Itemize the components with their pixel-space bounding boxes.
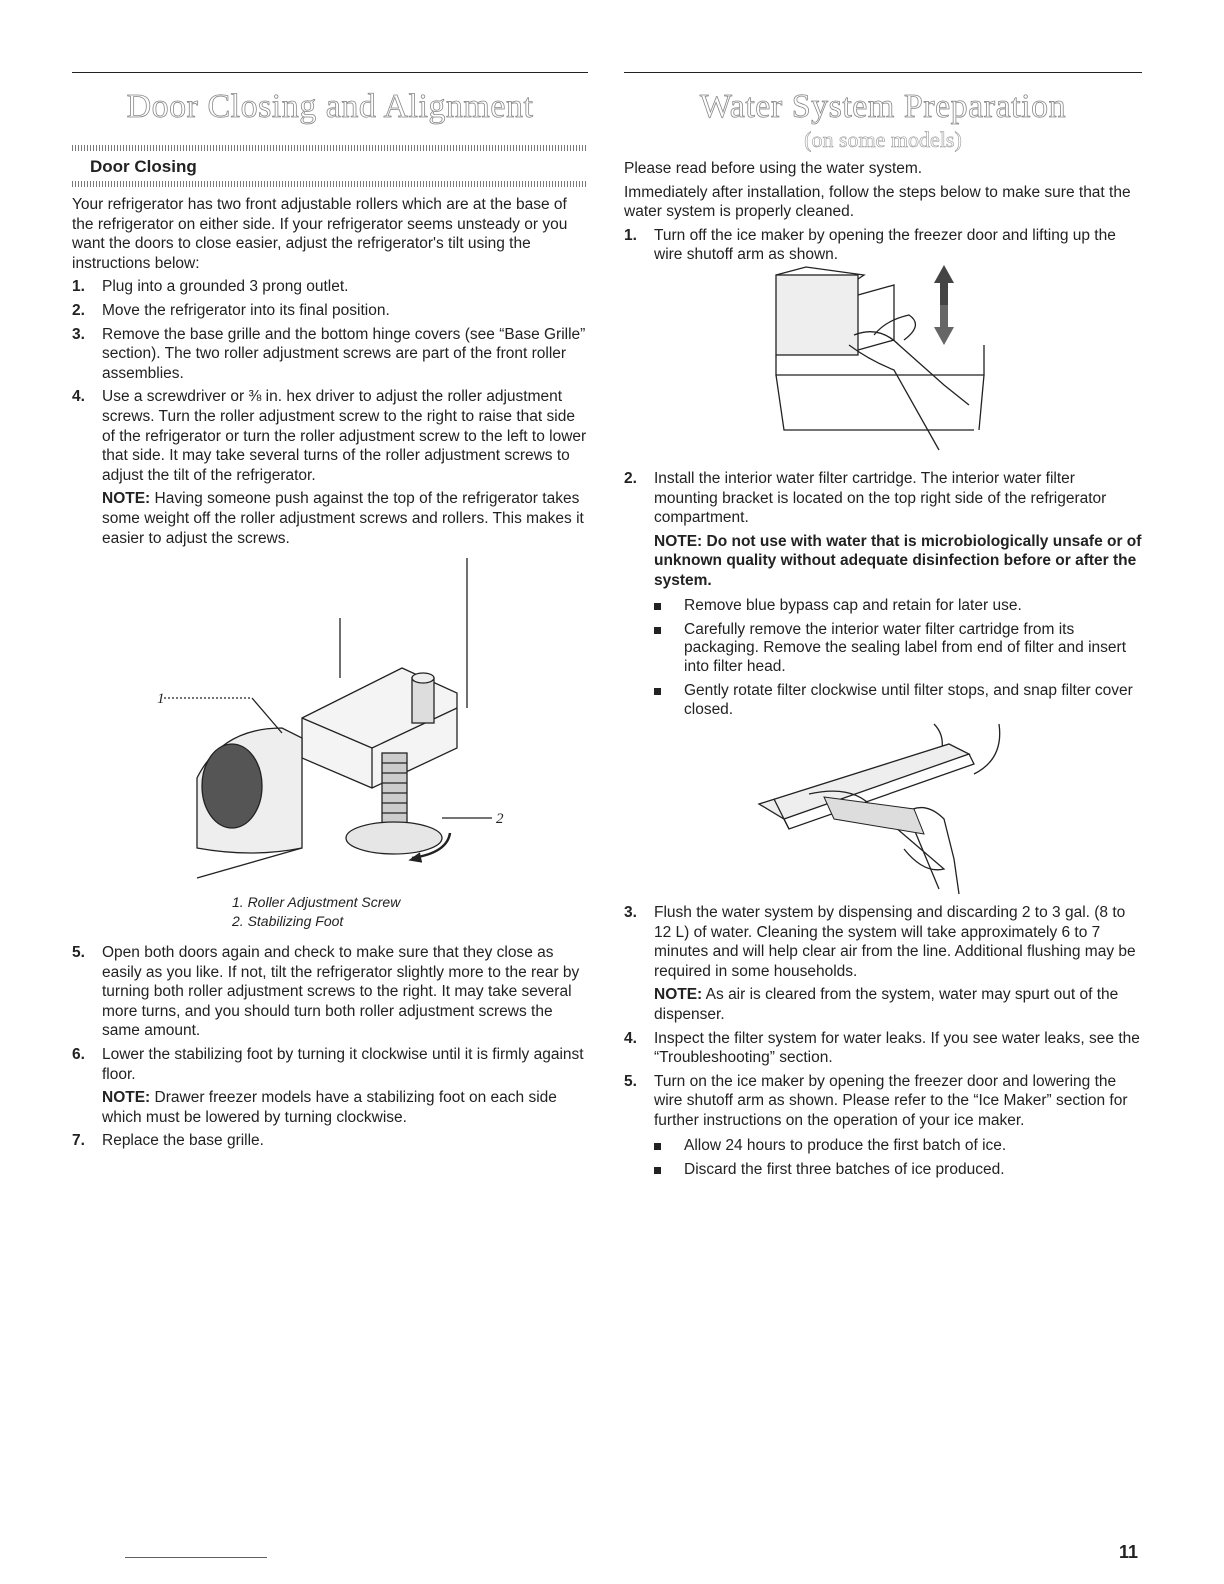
hatch-divider xyxy=(72,181,588,187)
list-item: 1. Turn off the ice maker by opening the freezer door and lifting up the wire shutoff arm as shown. xyxy=(624,226,1116,264)
note: NOTE: Drawer freezer models have a stabilizing foot on each side which must be lowered by turning clockwise. xyxy=(102,1089,557,1126)
roller-adjustment-figure xyxy=(72,548,588,893)
list-item: 5. Turn on the ice maker by opening the freezer door and lowering the wire shutoff arm as shown. Please refer to the “Ice Maker” section for further instructions on the operation of your ice maker. xyxy=(624,1072,1128,1129)
list-item: 4. Use a screwdriver or ⅜ in. hex driver to adjust the roller adjustment screws. Turn the roller adjustment screw to the right to raise that side of the refrigerator or turn the roller adjustment screw to the left to lower that side. It may take several turns of the roller adjustment screws to adjust the tilt of the refrigerator. NOTE: Having someone push against the top of the refrigerator takes some weight off the roller adjustment screws and rollers. This makes it easier to adjust the screws. xyxy=(72,388,587,547)
list-item: 3. Flush the water system by dispensing and discarding 2 to 3 gal. (8 to 12 L) of water. Cleaning the system will take approximately 6 to 7 minutes and will help clear air from the line. Additional flushing may be required in some households. NOTE: As air is cleared from the system, water may spurt out of the dispenser. xyxy=(624,903,1142,1025)
list-item: 7. Replace the base grille. xyxy=(72,1132,264,1150)
callout-2: 2 xyxy=(496,811,504,828)
footer-line xyxy=(125,1557,267,1558)
section-title: Water System Preparation xyxy=(699,88,1067,125)
water-system-column xyxy=(624,72,1142,1179)
list-item: 2. Move the refrigerator into its final position. xyxy=(72,301,390,319)
list-item: Remove blue bypass cap and retain for later use. xyxy=(624,597,1142,615)
list-item: 5. Open both doors again and check to make sure that they close as easily as you like. If not, tilt the refrigerator slightly more to the rear by turning both roller adjustment screws to the right. It may take several more turns, and you should turn both roller adjustment screws the same amount. xyxy=(72,944,580,1040)
list-item: Allow 24 hours to produce the first batch of ice. xyxy=(624,1137,1142,1155)
section-title: Door Closing and Alignment xyxy=(126,88,534,125)
list-item: Gently rotate filter clockwise until filter stops, and snap filter cover closed. xyxy=(624,682,1142,719)
bullet-list xyxy=(624,1137,1142,1180)
intro-paragraph: Your refrigerator has two front adjustable rollers which are at the base of the refrigerator on either side. If your refrigerator seems unsteady or you want the doors to close easier, adjust the refrigerator's tilt using the instructions below: xyxy=(72,196,568,272)
note: NOTE: As air is cleared from the system, water may spurt out of the dispenser. xyxy=(654,986,1119,1023)
door-closing-column xyxy=(72,72,588,1151)
list-item: 1. Plug into a grounded 3 prong outlet. xyxy=(72,278,349,296)
note: NOTE: Having someone push against the top of the refrigerator takes some weight off the roller adjustment screws and rollers. This makes it easier to adjust the screws. xyxy=(102,490,584,547)
list-item: 2. Install the interior water filter cartridge. The interior water filter mounting bracket is located on the top right side of the refrigerator compartment. NOTE: Do not use with water that is microbiologically unsafe or of unknown quality without adequate disinfection before or after the system. xyxy=(624,469,1142,589)
water-filter-figure xyxy=(624,719,1142,899)
warning-note: NOTE: Do not use with water that is microbiologically unsafe or of unknown quality without adequate disinfection before or after the system. xyxy=(654,532,1142,589)
intro-paragraph: Please read before using the water system. xyxy=(624,160,923,177)
list-item: 6. Lower the stabilizing foot by turning it clockwise until it is firmly against floor. NOTE: Drawer freezer models have a stabilizing foot on each side which must be lowered by turning clockwise. xyxy=(72,1045,588,1127)
figure-caption: 1. Roller Adjustment Screw 2. Stabilizing Foot xyxy=(232,894,401,930)
callout-1: 1 xyxy=(157,691,165,708)
subsection-heading: Door Closing xyxy=(90,157,197,176)
top-rule xyxy=(624,72,1142,73)
page-number: 11 xyxy=(1119,1542,1139,1562)
list-item: Carefully remove the interior water filter cartridge from its packaging. Remove the sealing label from end of filter and insert into filter head. xyxy=(624,621,1142,676)
top-rule xyxy=(72,72,588,73)
ice-maker-shutoff-figure xyxy=(624,265,1142,465)
intro-paragraph: Immediately after installation, follow the steps below to make sure that the water system is properly cleaned. xyxy=(624,183,1131,221)
bullet-list xyxy=(624,597,1142,719)
list-item: 4. Inspect the filter system for water leaks. If you see water leaks, see the “Troubleshooting” section. xyxy=(624,1029,1140,1067)
list-item: 3. Remove the base grille and the bottom hinge covers (see “Base Grille” section). The two roller adjustment screws are part of the front roller assemblies. xyxy=(72,325,586,382)
list-item: Discard the first three batches of ice produced. xyxy=(624,1161,1142,1179)
steps-list xyxy=(72,277,588,548)
section-subtitle: (on some models) xyxy=(804,127,962,152)
